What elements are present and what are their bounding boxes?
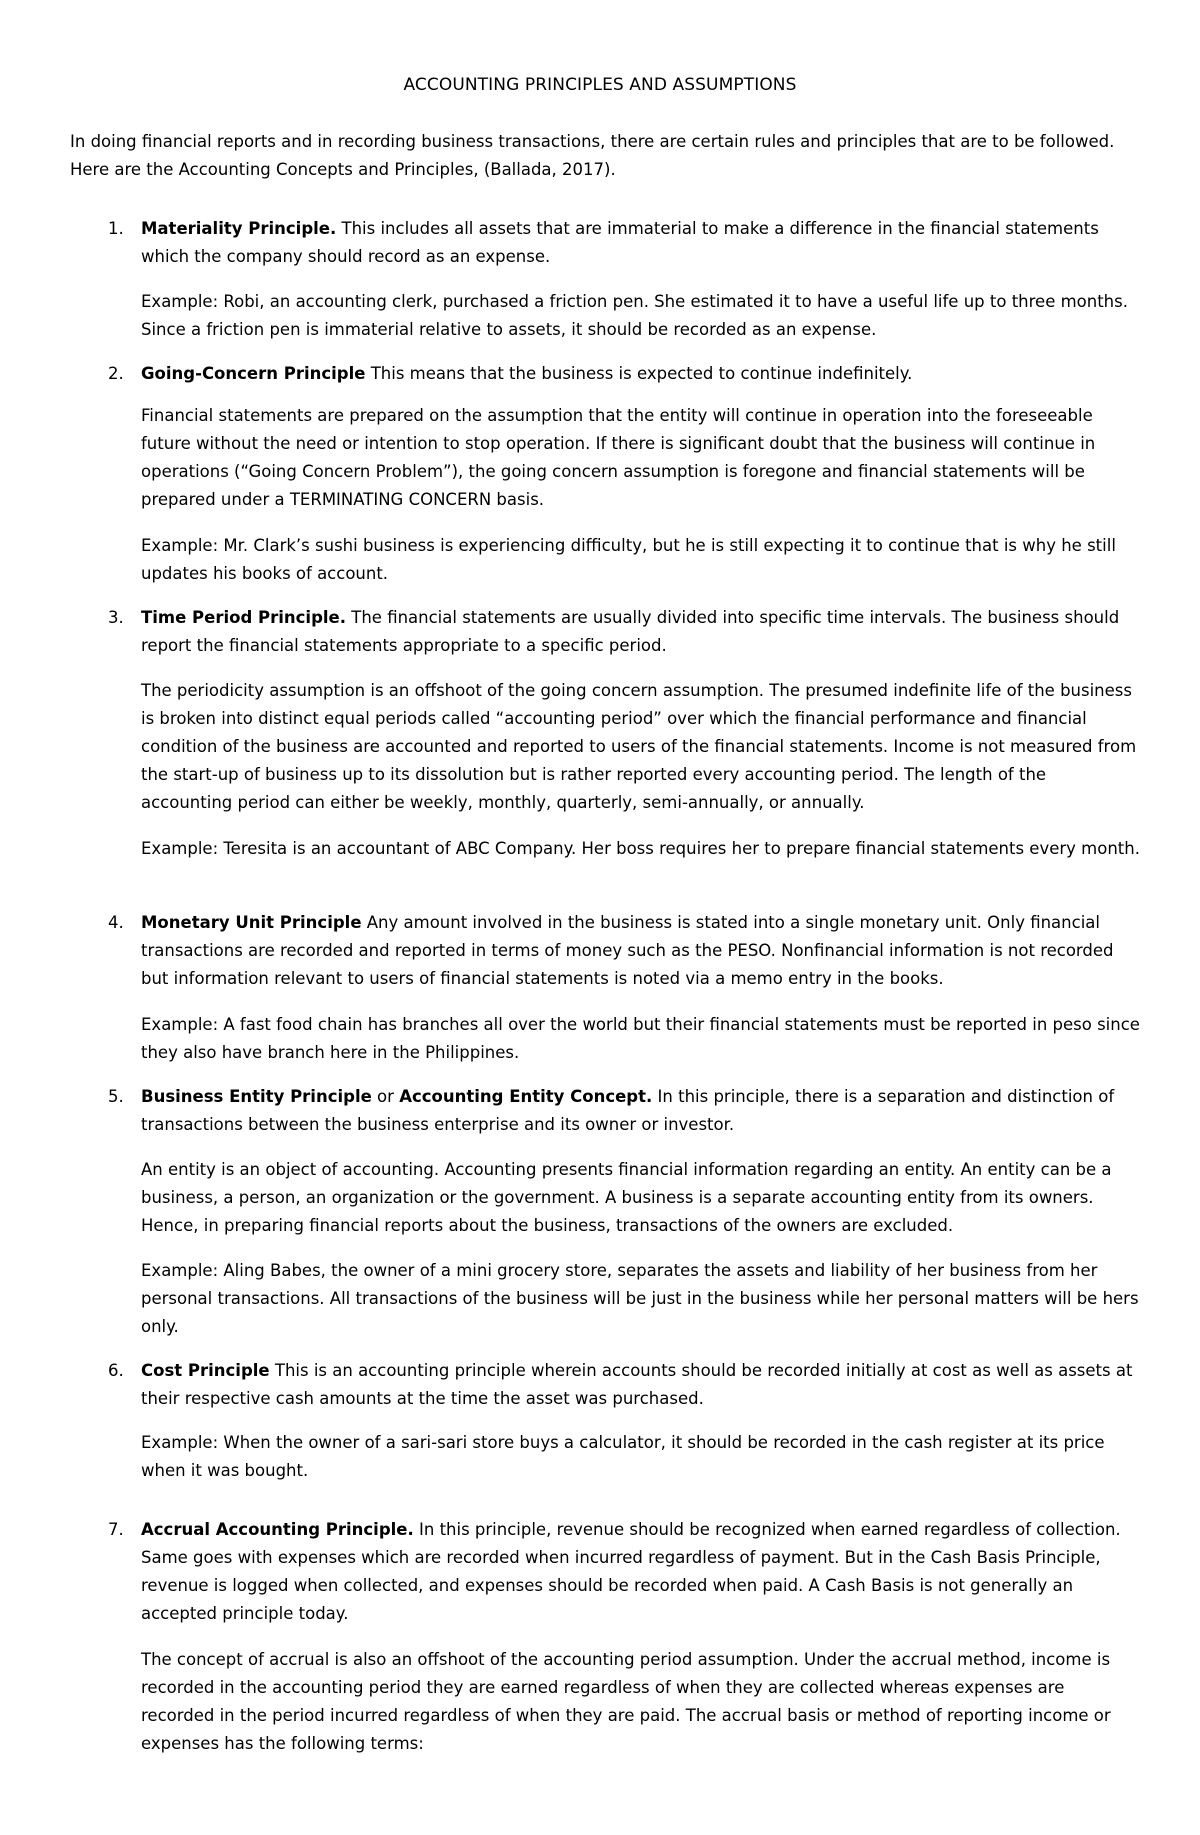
item-heading-text: In this principle, there is a separation and distinction of transactions between the business enterprise and its owner or investor. [141, 1087, 1115, 1134]
item-number: 4. [108, 913, 124, 932]
item-number: 7. [108, 1520, 124, 1539]
item-number: 2. [108, 364, 124, 383]
item-heading: Going-Concern Principle [141, 364, 366, 383]
intro-paragraph: In doing financial reports and in recording business transactions, there are certain rules and principles that are to be followed. Here are the Accounting Concepts and Principles, (Ballada, 2017). [70, 132, 1115, 179]
item-heading-paragraph [141, 604, 1141, 660]
item-paragraph: Example: Aling Babes, the owner of a mini grocery store, separates the assets and liability of her business from her personal transactions. All transactions of the business will be just in the business while her personal matters will be hers only. [141, 1261, 1139, 1336]
item-heading-secondary: Accounting Entity Concept. [399, 1087, 653, 1106]
item-paragraph: Example: Teresita is an accountant of ABC Company. Her boss requires her to prepare financial statements every month. [141, 839, 1140, 858]
item-heading-paragraph [141, 1083, 1141, 1139]
item-paragraph: Example: When the owner of a sari-sari store buys a calculator, it should be recorded in the cash register at its price when it was bought. [141, 1433, 1105, 1480]
item-paragraph: Financial statements are prepared on the assumption that the entity will continue in operation into the foreseeable future without the need or intention to stop operation. If there is significant doubt that the business will continue in operations (“Going Concern Problem”), the going concern assumption is foregone and financial statements will be prepared under a TERMINATING CONCERN basis. [141, 406, 1096, 509]
item-heading: Business Entity Principle [141, 1087, 372, 1106]
item-paragraph: Example: A fast food chain has branches all over the world but their financial statements must be reported in peso since they also have branch here in the Philippines. [141, 1015, 1140, 1062]
item-heading-paragraph [141, 1516, 1141, 1628]
item-paragraph: An entity is an object of accounting. Accounting presents financial information regarding an entity. An entity can be a business, a person, an organization or the government. A business is a separate accounting entity from its owners. Hence, in preparing financial reports about the business, transactions of the owners are excluded. [141, 1160, 1112, 1235]
item-number: 3. [108, 608, 124, 627]
item-heading-text: This means that the business is expected to continue indefinitely. [365, 364, 913, 383]
item-heading-paragraph [141, 215, 1141, 271]
document-title: ACCOUNTING PRINCIPLES AND ASSUMPTIONS [403, 75, 797, 95]
item-heading: Monetary Unit Principle [141, 913, 362, 932]
item-heading: Cost Principle [141, 1361, 270, 1380]
item-heading-connector: or [371, 1087, 400, 1106]
item-heading-paragraph [141, 1357, 1141, 1413]
item-heading-text: This includes all assets that are immaterial to make a difference in the financial statements which the company should record as an expense. [141, 219, 1099, 266]
item-heading: Accrual Accounting Principle. [141, 1520, 414, 1539]
item-paragraph: The concept of accrual is also an offshoot of the accounting period assumption. Under the accrual method, income is recorded in the accounting period they are earned regardless of when they are collected whereas expenses are recorded in the period incurred regardless of when they are paid. The accrual basis or method of reporting income or expenses has the following terms: [141, 1650, 1111, 1753]
item-heading-text: The financial statements are usually divided into specific time intervals. The business should report the financial statements appropriate to a specific period. [141, 608, 1120, 655]
item-heading: Materiality Principle. [141, 219, 337, 238]
item-paragraph: Example: Robi, an accounting clerk, purchased a friction pen. She estimated it to have a useful life up to three months. Since a friction pen is immaterial relative to assets, it should be recorded as an expense. [141, 292, 1128, 339]
item-heading-paragraph [141, 909, 1141, 993]
item-heading-text: Any amount involved in the business is stated into a single monetary unit. Only financial transactions are recorded and reported in terms of money such as the PESO. Nonfinancial information is not recorded but information relevant to users of financial statements is noted via a memo entry in the books. [141, 913, 1114, 988]
item-heading-text: In this principle, revenue should be recognized when earned regardless of collection. Same goes with expenses which are recorded when incurred regardless of payment. But in the Cash Basis Principle, revenue is logged when collected, and expenses should be recorded when paid. A Cash Basis is not generally an accepted principle today. [141, 1520, 1121, 1623]
item-paragraph: Example: Mr. Clark’s sushi business is experiencing difficulty, but he is still expecting it to continue that is why he still updates his books of account. [141, 536, 1116, 583]
item-number: 6. [108, 1361, 124, 1380]
item-number: 1. [108, 219, 124, 238]
item-heading-text: This is an accounting principle wherein accounts should be recorded initially at cost as well as assets at their respective cash amounts at the time the asset was purchased. [141, 1361, 1133, 1408]
item-paragraph: The periodicity assumption is an offshoot of the going concern assumption. The presumed indefinite life of the business is broken into distinct equal periods called “accounting period” over which the financial performance and financial condition of the business are accounted and reported to users of the financial statements. Income is not measured from the start-up of business up to its dissolution but is rather reported every accounting period. The length of the accounting period can either be weekly, monthly, quarterly, semi-annually, or annually. [141, 681, 1137, 812]
item-heading: Time Period Principle. [141, 608, 347, 627]
item-number: 5. [108, 1087, 124, 1106]
item-heading-paragraph [141, 360, 1141, 388]
